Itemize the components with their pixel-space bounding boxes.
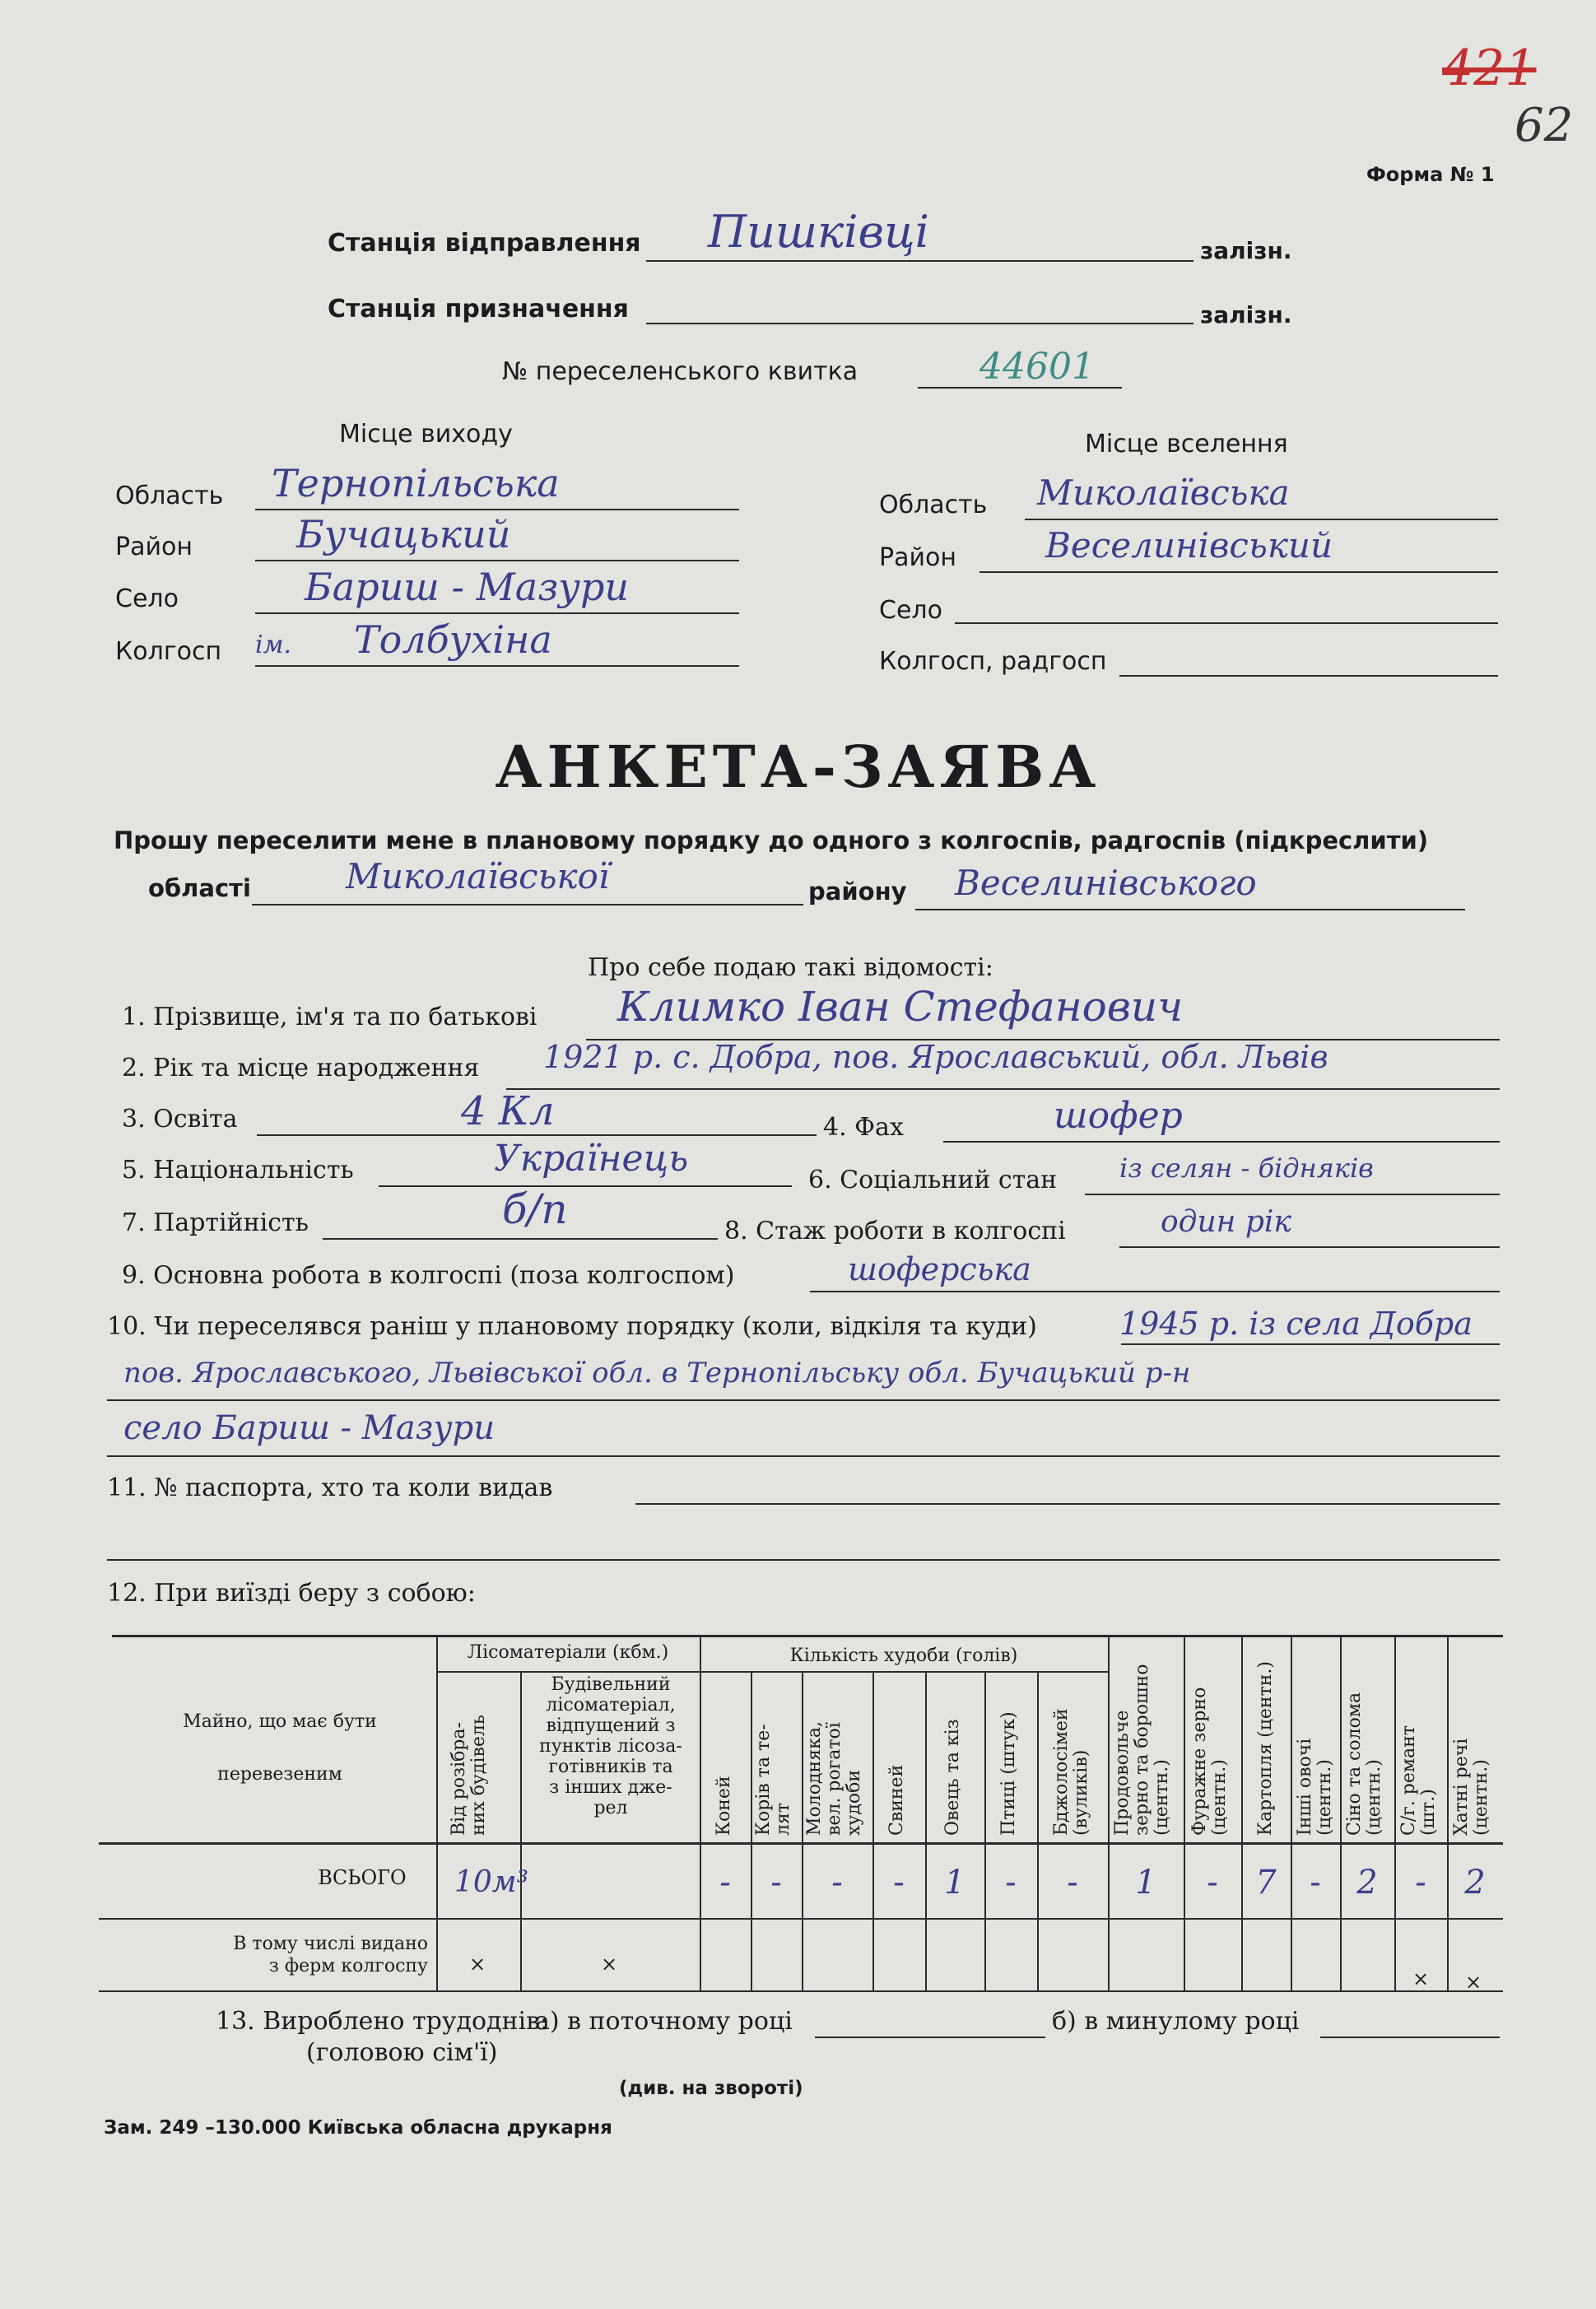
request-oblast-line (252, 904, 803, 905)
row-total-label: ВСЬОГО (318, 1866, 407, 1889)
x-mark-dismantled: × (468, 1953, 486, 1976)
settle-kolhosp-label: Колгосп, радгосп (879, 647, 1107, 676)
q2-label: 2. Рік та місце народження (122, 1054, 480, 1082)
q10-line-2 (107, 1399, 1500, 1401)
request-line: Прошу переселити мене в плановому порядку до одного з колгоспів, радгоспів (підкреслити) (114, 826, 1429, 854)
q6-line (1085, 1194, 1500, 1195)
origin-raion-value: Бучацький (296, 512, 511, 556)
origin-raion-label: Район (115, 533, 193, 561)
q13-previous-label: б) в минулому році (1052, 2007, 1300, 2036)
settle-raion-line (979, 571, 1498, 573)
q3-label: 3. Освіта (122, 1105, 238, 1134)
document-title: АНКЕТА-ЗАЯВА (495, 733, 1101, 801)
q1-label: 1. Прізвище, ім'я та по батькові (122, 1003, 537, 1031)
q7-answer: б/п (502, 1185, 568, 1233)
request-oblast-label: області (148, 874, 251, 902)
th-vegetables: Інші овочі (центн.) (1295, 1738, 1335, 1836)
q13-sub: (головою сім'ї) (306, 2038, 498, 2067)
total-value-3: - (831, 1864, 843, 1902)
q7-line (323, 1238, 718, 1240)
x-mark-household: × (1464, 1971, 1482, 1994)
origin-oblast-value: Тернопільська (272, 461, 560, 505)
printer-line: Зам. 249 –130.000 Київська обласна друкарня (104, 2117, 612, 2139)
q8-answer: один рік (1161, 1205, 1291, 1239)
th-forage: Фуражне зерно (центн.) (1189, 1687, 1230, 1836)
origin-oblast-label: Область (115, 482, 224, 510)
q11-line-1 (635, 1503, 1500, 1505)
departure-value: Пишківці (708, 206, 929, 258)
q5-answer: Українець (494, 1138, 689, 1180)
q8-label: 8. Стаж роботи в колгоспі (724, 1217, 1066, 1245)
q7-label: 7. Партійність (122, 1208, 309, 1237)
origin-kolhosp-label: Колгосп (115, 637, 222, 666)
q9-label: 9. Основна робота в колгоспі (поза колгоспом) (122, 1261, 735, 1290)
th-dismantled: Від розібра- них будівель (449, 1715, 489, 1836)
total-value-4: - (893, 1864, 905, 1902)
th-building-timber: Будівельний лісоматеріал, відпущений з пунктів лісоза- готівників та з інших дже- рел (539, 1674, 682, 1818)
form-number: Форма № 1 (1366, 163, 1495, 186)
q13-previous-line (1320, 2037, 1500, 2038)
q4-answer: шофер (1054, 1095, 1183, 1137)
origin-selo-value: Бариш - Мазури (305, 565, 630, 609)
origin-oblast-line (255, 509, 739, 510)
total-value-9: - (1207, 1864, 1218, 1902)
request-oblast-value: Миколаївської (346, 856, 610, 896)
see-overleaf: (див. на звороті) (619, 2078, 803, 2099)
total-dismantled-value: 10м³ (454, 1865, 529, 1899)
destination-label: Станція призначення (328, 295, 629, 324)
total-value-7: - (1067, 1864, 1078, 1902)
settle-selo-line (955, 622, 1498, 624)
th-pigs: Свиней (886, 1764, 907, 1836)
origin-raion-line (255, 560, 739, 561)
request-raion-label: району (808, 878, 907, 905)
q2-line (506, 1088, 1500, 1090)
row-farms-label: В тому числі видано з ферм колгоспу (233, 1934, 428, 1976)
origin-selo-label: Село (115, 584, 179, 613)
th-livestock-group: Кількість худоби (голів) (789, 1646, 1018, 1666)
q10-answer-2: пов. Ярославського, Львівської обл. в Тернопільську обл. Бучацький р-н (123, 1357, 1191, 1390)
q13-current-label: а) в поточному році (535, 2007, 793, 2036)
th-young-cattle: Молодняка, вел. рогатої худоби (804, 1721, 864, 1836)
q10-label: 10. Чи переселявся раніш у плановому порядку (коли, відкіля та куди) (107, 1312, 1037, 1341)
archive-number: 62 (1515, 99, 1574, 152)
th-hay: Сіно та солома (центн.) (1344, 1692, 1384, 1836)
th-potato: Картопля (центн.) (1255, 1661, 1276, 1836)
q11-label: 11. № паспорта, хто та коли видав (107, 1473, 553, 1502)
q10-line-1 (1121, 1343, 1500, 1345)
total-value-11: - (1310, 1864, 1321, 1902)
q5-line (379, 1185, 792, 1187)
departure-line (646, 260, 1194, 262)
q13-label: 13. Вироблено трудоднів: (216, 2007, 549, 2036)
q6-label: 6. Соціальний стан (808, 1166, 1058, 1194)
settle-oblast-label: Область (879, 491, 988, 519)
destination-rail-suffix: залізн. (1200, 301, 1292, 328)
origin-kolhosp-value: Толбухіна (354, 617, 552, 662)
x-mark-building: × (600, 1953, 618, 1976)
q6-answer: із селян - бідняків (1119, 1152, 1374, 1184)
settle-oblast-line (1025, 519, 1498, 520)
settle-title: Місце вселення (1085, 430, 1288, 459)
departure-label: Станція відправлення (328, 229, 641, 258)
origin-selo-line (255, 612, 739, 614)
q4-line (943, 1141, 1500, 1143)
th-household: Хатні речі (центн.) (1451, 1738, 1491, 1836)
total-value-14: 2 (1464, 1864, 1486, 1902)
q10-answer-1: 1945 р. із села Добра (1119, 1306, 1473, 1342)
settle-raion-value: Веселинівський (1045, 525, 1333, 566)
q2-answer: 1921 р. с. Добра, пов. Ярославський, обл. Львів (543, 1039, 1328, 1075)
q4-label: 4. Фах (823, 1113, 904, 1142)
total-value-2: - (770, 1864, 782, 1902)
th-property: Майно, що має бути перевезеним (183, 1711, 377, 1785)
q13-current-line (815, 2037, 1045, 2038)
total-value-13: - (1415, 1864, 1426, 1902)
q11-line-2 (107, 1559, 1500, 1561)
request-raion-line (915, 909, 1465, 910)
destination-line (646, 323, 1194, 324)
total-value-1: - (719, 1864, 731, 1902)
th-sheep: Овець та кіз (942, 1719, 963, 1836)
total-value-5: 1 (944, 1864, 966, 1902)
origin-kolhosp-prefix: ім. (255, 631, 292, 659)
ticket-label: № переселенського квитка (502, 357, 858, 386)
settle-kolhosp-line (1119, 675, 1498, 677)
th-grain: Продовольче зерно та борошно (центн.) (1112, 1664, 1172, 1836)
q10-answer-3: село Бариш - Мазури (123, 1409, 495, 1447)
settle-selo-label: Село (879, 596, 942, 625)
total-value-10: 7 (1255, 1864, 1277, 1902)
ticket-value: 44601 (979, 346, 1095, 388)
total-value-12: 2 (1356, 1864, 1378, 1902)
th-inventory: С/г. ремант (шт.) (1398, 1725, 1439, 1836)
q9-line (810, 1291, 1500, 1292)
th-cows: Корів та те- лят (753, 1724, 793, 1836)
q10-line-3 (107, 1455, 1500, 1457)
settle-oblast-value: Миколаївська (1037, 473, 1290, 513)
settle-raion-label: Район (879, 543, 956, 572)
q12-label: 12. При виїзді беру з собою: (107, 1579, 476, 1608)
total-value-6: - (1005, 1864, 1017, 1902)
th-poultry: Птиці (штук) (998, 1711, 1019, 1836)
origin-title: Місце виходу (339, 420, 513, 449)
departure-rail-suffix: залізн. (1200, 237, 1292, 264)
origin-kolhosp-line (255, 665, 739, 667)
q3-answer: 4 Кл (461, 1088, 555, 1134)
th-timber-group: Лісоматеріали (кбм.) (467, 1642, 669, 1663)
q5-label: 5. Національність (122, 1156, 354, 1185)
intro-text: Про себе подаю такі відомості: (588, 953, 993, 982)
q3-line (257, 1134, 817, 1136)
total-value-8: 1 (1135, 1864, 1156, 1902)
q8-line (1119, 1246, 1500, 1248)
request-raion-value: Веселинівського (955, 863, 1257, 903)
th-bees: Бджолосімей (вуликів) (1051, 1708, 1091, 1836)
q9-answer: шоферська (848, 1251, 1031, 1287)
th-horses: Коней (714, 1776, 734, 1836)
q1-answer: Климко Іван Стефанович (617, 983, 1184, 1031)
x-mark-inventory: × (1412, 1967, 1430, 1990)
archive-number-struck: 421 (1442, 40, 1537, 97)
